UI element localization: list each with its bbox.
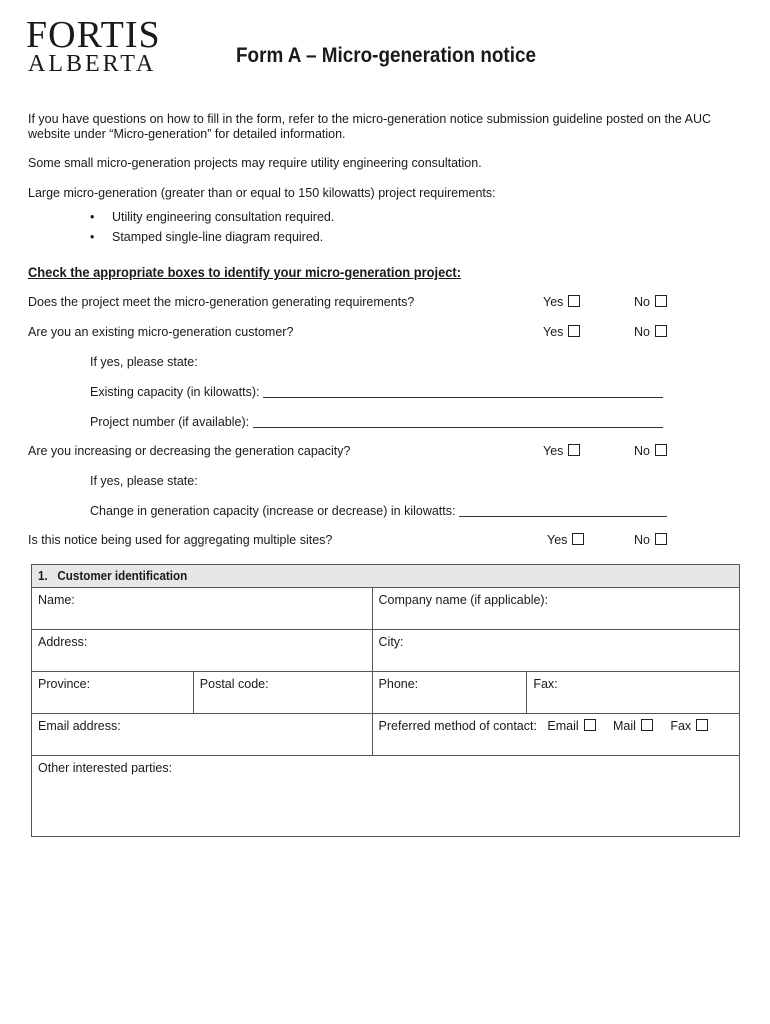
intro-paragraph-3: Large micro-generation (greater than or equal to 150 kilowatts) project requirements: bbox=[28, 186, 496, 200]
name-field[interactable]: Name: bbox=[32, 588, 373, 630]
phone-field[interactable]: Phone: bbox=[372, 672, 527, 714]
q3-yes: Yes bbox=[543, 444, 580, 458]
postal-code-field[interactable]: Postal code: bbox=[193, 672, 372, 714]
q3-no: No bbox=[634, 444, 667, 458]
q4-yes-checkbox[interactable] bbox=[572, 533, 584, 545]
logo-line2: ALBERTA bbox=[28, 51, 157, 77]
section-instruction: Check the appropriate boxes to identify your micro-generation project: bbox=[28, 264, 461, 280]
question-requirements: Does the project meet the micro-generation generating requirements? bbox=[28, 295, 415, 309]
existing-capacity-field: Existing capacity (in kilowatts): bbox=[90, 385, 663, 399]
company-field[interactable]: Company name (if applicable): bbox=[372, 588, 739, 630]
question-aggregating-sites: Is this notice being used for aggregating multiple sites? bbox=[28, 533, 333, 547]
intro-paragraph-1: If you have questions on how to fill in the form, refer to the micro-generation notice submission guideline posted on the AUC website under “Micro-generation” for detailed information. bbox=[28, 112, 712, 141]
q2-no-checkbox[interactable] bbox=[655, 325, 667, 337]
logo-line1: FORTIS bbox=[26, 14, 161, 56]
q4-no-checkbox[interactable] bbox=[655, 533, 667, 545]
q1-no-checkbox[interactable] bbox=[655, 295, 667, 307]
other-interested-parties-field[interactable]: Other interested parties: bbox=[32, 756, 740, 837]
intro-paragraph-2: Some small micro-generation projects may require utility engineering consultation. bbox=[28, 156, 482, 170]
q1-no: No bbox=[634, 295, 667, 309]
city-field[interactable]: City: bbox=[372, 630, 739, 672]
address-field[interactable]: Address: bbox=[32, 630, 373, 672]
q1-yes-checkbox[interactable] bbox=[568, 295, 580, 307]
existing-capacity-input[interactable] bbox=[263, 385, 663, 398]
project-number-field: Project number (if available): bbox=[90, 415, 663, 429]
capacity-change-input[interactable] bbox=[459, 504, 667, 517]
customer-identification-table bbox=[31, 564, 740, 837]
q3-yes-checkbox[interactable] bbox=[568, 444, 580, 456]
q3-no-checkbox[interactable] bbox=[655, 444, 667, 456]
q2-if-yes-label: If yes, please state: bbox=[90, 355, 198, 369]
fax-field[interactable]: Fax: bbox=[527, 672, 740, 714]
q2-yes: Yes bbox=[543, 325, 580, 339]
fortis-alberta-logo bbox=[26, 14, 196, 77]
province-field[interactable]: Province: bbox=[32, 672, 194, 714]
question-existing-customer: Are you an existing micro-generation customer? bbox=[28, 325, 294, 339]
page-title: Form A – Micro-generation notice bbox=[236, 44, 536, 67]
question-capacity-change: Are you increasing or decreasing the generation capacity? bbox=[28, 444, 351, 458]
q4-yes: Yes bbox=[547, 533, 584, 547]
q3-if-yes-label: If yes, please state: bbox=[90, 474, 198, 488]
project-number-input[interactable] bbox=[253, 415, 663, 428]
contact-mail-checkbox[interactable] bbox=[641, 719, 653, 731]
contact-email-checkbox[interactable] bbox=[584, 719, 596, 731]
capacity-change-field: Change in generation capacity (increase or decrease) in kilowatts: bbox=[90, 504, 667, 518]
contact-fax-checkbox[interactable] bbox=[696, 719, 708, 731]
q2-yes-checkbox[interactable] bbox=[568, 325, 580, 337]
bullet-item: • Utility engineering consultation required. bbox=[90, 210, 335, 224]
q2-no: No bbox=[634, 325, 667, 339]
q1-yes: Yes bbox=[543, 295, 580, 309]
bullet-item: • Stamped single-line diagram required. bbox=[90, 230, 324, 244]
q4-no: No bbox=[634, 533, 667, 547]
email-field[interactable]: Email address: bbox=[32, 714, 373, 756]
preferred-contact-field: Preferred method of contact: Email Mail Fax bbox=[372, 714, 739, 756]
section-header: 1. Customer identification bbox=[32, 565, 740, 588]
